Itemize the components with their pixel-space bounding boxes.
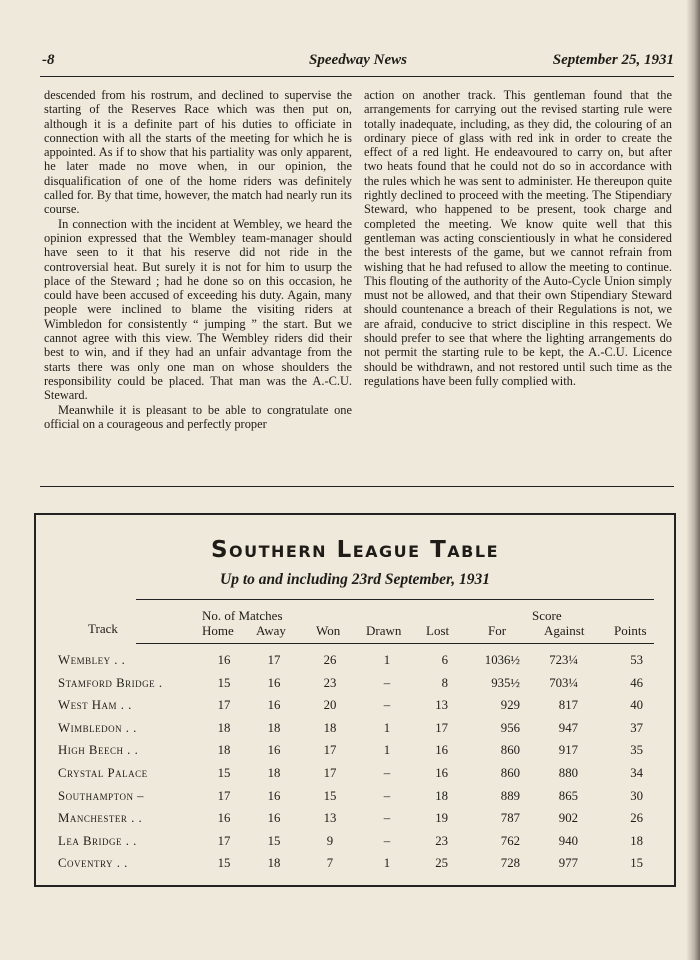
drawn-count: – (383, 788, 391, 803)
score-for: 889 (500, 788, 520, 803)
home-matches: 17 (217, 833, 231, 848)
track-name: Coventry . . (58, 856, 128, 871)
won-count: 18 (323, 720, 337, 735)
lost-count: 17 (435, 720, 448, 735)
table-top-rule (136, 599, 654, 600)
article-end-rule (40, 486, 674, 487)
col-header-track: Track (88, 621, 118, 636)
points-total: 37 (630, 720, 643, 735)
points-total: 18 (630, 833, 643, 848)
score-against: 703¼ (549, 675, 578, 690)
col-header-for: For (488, 623, 507, 638)
table-row (36, 766, 674, 786)
publication-title: Speedway News (309, 52, 407, 68)
home-matches: 15 (217, 675, 231, 690)
home-matches: 18 (217, 743, 231, 758)
points-total: 53 (630, 653, 643, 667)
won-count: 26 (323, 653, 337, 667)
track-name: Manchester . . (58, 811, 143, 826)
score-group-header: Score (532, 608, 562, 623)
score-for: 1036½ (484, 653, 520, 667)
away-matches: 18 (267, 766, 281, 780)
won-count: 20 (323, 698, 337, 713)
away-matches: 18 (267, 856, 281, 871)
lost-count: 18 (435, 788, 448, 803)
won-count: 7 (326, 856, 334, 871)
track-name: Lea Bridge . . (58, 833, 137, 848)
score-against: 940 (558, 833, 578, 848)
article-paragraph: In connection with the incident at Wembley, we heard the opinion expressed that the Wembley team-manager should have seen to it that his reserve did not ride in the controversial heat. But surely it is not for him to usurp the place of the Steward ; had he done so on this occasion, he could have been accused of exceeding his duty. Again, many people were inclined to blame the visiting riders at Wimbledon for consistently “ jumping ” the start. But we cannot agree with this view. The Wembley riders did their best to win, and if they had an unfair advantage from the starts there was only one man on whose shoulders the responsibility could be placed. That man was the A.-C.U. Steward. (44, 216, 352, 403)
drawn-count: – (383, 833, 391, 848)
away-matches: 16 (267, 788, 281, 803)
drawn-count: 1 (383, 720, 391, 735)
track-name: Wembley . . (58, 653, 126, 667)
table-row (36, 653, 674, 673)
drawn-count: – (383, 766, 391, 780)
track-name: Southampton – (58, 788, 145, 803)
score-for: 860 (500, 743, 520, 758)
away-matches: 15 (267, 833, 281, 848)
won-count: 17 (323, 743, 337, 758)
score-against: 902 (558, 811, 578, 826)
col-header-against: Against (544, 623, 585, 638)
won-count: 17 (323, 766, 337, 780)
lost-count: 8 (441, 675, 448, 690)
score-for: 956 (500, 720, 520, 735)
away-matches: 17 (267, 653, 281, 667)
col-header-won: Won (316, 623, 341, 638)
points-total: 34 (630, 766, 643, 780)
home-matches: 16 (217, 653, 231, 667)
page-number: -8 (42, 52, 55, 68)
score-against: 865 (558, 788, 578, 803)
lost-count: 16 (435, 766, 448, 780)
league-table-title: Southern League Table (210, 537, 500, 563)
track-name: Wimbledon . . (58, 720, 137, 735)
won-count: 9 (326, 833, 334, 848)
article-paragraph: action on another track. This gentleman found that the arrangements for carrying out the revised starting rule were totally inadequate, including, as they did, the colouring of an ordinary piece of glass with red ink in order to create the effect of a red light. He endeavoured to carry on, but after two heats found that he could not do so in accordance with the rules which he was sent to administer. He thereupon quite rightly declined to proceed with the meeting. The Stipendiary Steward, who happened to be present, took charge and completed the meeting. We know quite well that this gentleman was acting conscientiously in what he considered the best interests of the game, but we cannot refrain from wishing that he had refused to allow the meeting to continue. This flouting of the authority of the Auto-Cycle Union simply must not be allowed, and that their own Stipendiary Steward should countenance a breach of their Regulations is not, we are afraid, conducive to strict discipline in this respect. We should prefer to see that where the lighting arrangements do not permit the starting rule to be kept, the A.-C.U. Licence should be withdrawn, and not restored until such time as the regulations have been fully complied with. (364, 88, 672, 388)
away-matches: 18 (267, 720, 281, 735)
score-against: 947 (558, 720, 578, 735)
lost-count: 6 (441, 653, 448, 667)
score-against: 817 (558, 698, 578, 713)
lost-count: 19 (435, 811, 448, 826)
points-total: 26 (630, 811, 643, 826)
score-against: 917 (558, 743, 578, 758)
home-matches: 17 (217, 698, 231, 713)
col-header-lost: Lost (426, 623, 450, 638)
score-for: 929 (500, 698, 520, 713)
score-for: 762 (500, 833, 520, 848)
table-row (36, 721, 674, 741)
home-matches: 16 (217, 811, 231, 826)
won-count: 15 (323, 788, 337, 803)
col-header-away: Away (256, 623, 286, 638)
drawn-count: – (383, 675, 391, 690)
col-header-drawn: Drawn (366, 623, 402, 638)
points-total: 30 (630, 788, 643, 803)
table-row (36, 811, 674, 831)
drawn-count: – (383, 811, 391, 826)
home-matches: 15 (217, 856, 231, 871)
table-header-rule (136, 643, 654, 644)
issue-date: September 25, 1931 (552, 52, 674, 68)
away-matches: 16 (267, 698, 281, 713)
league-table-subtitle: Up to and including 23rd September, 1931 (220, 571, 490, 588)
lost-count: 25 (435, 856, 448, 871)
table-row (36, 698, 674, 718)
drawn-count: 1 (383, 653, 391, 667)
won-count: 13 (323, 811, 337, 826)
home-matches: 15 (217, 766, 231, 780)
table-row (36, 856, 674, 876)
article-column-right (364, 88, 672, 388)
table-row (36, 789, 674, 809)
track-name: High Beech . . (58, 743, 139, 758)
score-for: 860 (500, 766, 520, 780)
score-for: 728 (500, 856, 520, 871)
col-header-points: Points (614, 623, 647, 638)
won-count: 23 (323, 675, 337, 690)
lost-count: 23 (435, 833, 448, 848)
page-header (42, 50, 674, 74)
article-paragraph: descended from his rostrum, and declined to supervise the starting of the Reserves Race which was then put on, although it is a definite part of his duties to officiate in connection with all the starts of the meeting for which he is appointed. As if to show that his partiality was only apparent, he later made no move when, in our opinion, the disqualification of one of the home riders was definitely called for. By that time, however, the match had nearly run its course. (44, 88, 352, 217)
track-name: West Ham . . (58, 698, 132, 713)
score-for: 935½ (491, 675, 520, 690)
article-column-left (44, 88, 352, 431)
table-row (36, 834, 674, 854)
away-matches: 16 (267, 743, 281, 758)
away-matches: 16 (267, 811, 281, 826)
track-name: Crystal Palace (58, 766, 148, 780)
score-against: 977 (558, 856, 578, 871)
article-paragraph: Meanwhile it is pleasant to be able to congratulate one official on a courageous and perfectly proper (44, 402, 352, 431)
score-against: 880 (558, 766, 578, 780)
home-matches: 17 (217, 788, 231, 803)
table-row (36, 676, 674, 696)
drawn-count: – (383, 698, 391, 713)
home-matches: 18 (217, 720, 231, 735)
drawn-count: 1 (383, 856, 391, 871)
points-total: 35 (630, 743, 643, 758)
col-header-home: Home (202, 623, 234, 638)
lost-count: 16 (435, 743, 448, 758)
matches-group-header: No. of Matches (202, 608, 283, 623)
league-table-box (34, 513, 676, 887)
lost-count: 13 (435, 698, 448, 713)
score-against: 723¼ (549, 653, 578, 667)
score-for: 787 (500, 811, 520, 826)
table-row (36, 743, 674, 763)
header-rule (40, 76, 674, 77)
points-total: 15 (630, 856, 643, 871)
points-total: 40 (630, 698, 643, 713)
away-matches: 16 (267, 675, 281, 690)
drawn-count: 1 (383, 743, 391, 758)
track-name: Stamford Bridge . (58, 675, 163, 690)
page-edge-shadow (686, 0, 700, 960)
points-total: 46 (630, 675, 643, 690)
